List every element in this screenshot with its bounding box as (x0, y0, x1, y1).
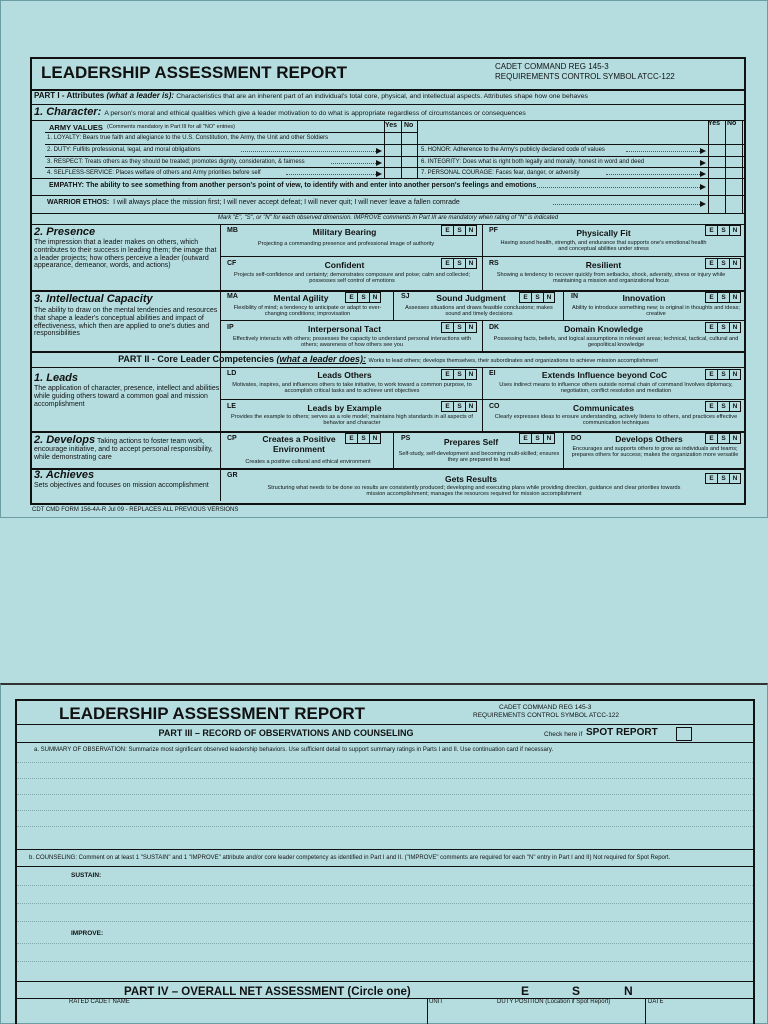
esn-domain-knowledge[interactable] (705, 322, 741, 333)
regulation-label: CADET COMMAND REG 145-3 (495, 62, 609, 71)
intellectual-capacity-title: 3. Intellectual Capacity (34, 293, 153, 305)
no-header-left: No (404, 122, 414, 129)
desc-domain-knowledge: Possessing facts, beliefs, and logical assumptions in relevant areas; technical, tactical, cultural and geopolitical knowledge (493, 336, 739, 349)
net-rating-n[interactable]: N (624, 984, 633, 998)
code-dk: DK (489, 324, 500, 331)
code-ps: PS (401, 435, 411, 442)
desc-leads-by-example: Provides the example to others; serves as a role model; maintains high standards in all aspects of behavior and character (231, 414, 473, 427)
army-values-label: ARMY VALUES (49, 123, 103, 132)
part2-title: PART II - Core Leader Competencies (118, 354, 274, 364)
rating-e[interactable]: E (345, 292, 357, 303)
rating-n[interactable]: N (729, 322, 741, 333)
esn-extends-influence[interactable] (705, 369, 741, 380)
rating-n[interactable]: N (369, 433, 381, 444)
rating-n[interactable]: N (465, 369, 477, 380)
spot-report-checkbox[interactable] (676, 727, 692, 741)
value-duty: 2. DUTY: Fulfills professional, legal, and moral obligations (47, 147, 201, 153)
esn-physically-fit[interactable] (705, 225, 741, 236)
rating-e[interactable]: E (345, 433, 357, 444)
rating-n[interactable]: N (465, 225, 477, 236)
code-ma: MA (227, 293, 238, 300)
part3-heading: PART III – RECORD OF OBSERVATIONS AND COUNSELING (158, 728, 414, 738)
develops-description: Taking actions to foster team work, encourage initiative, and to accept personal responsibility, while demonstrating care (34, 438, 213, 462)
dim-creates-positive-environment: Creates a Positive Environment (262, 434, 336, 454)
code-cf: CF (227, 260, 237, 267)
value-integrity: 6. INTEGRITY: Does what is right both legally and morally; honest in word and deed (421, 159, 645, 165)
code-sj: SJ (401, 293, 410, 300)
esn-military-bearing[interactable] (441, 225, 477, 236)
character-description: A person's moral and ethical qualities which give a leader motivation to do what is appropriate regardless of circumstances or consequences (104, 110, 526, 117)
desc-develops-others: Encourages and supports others to grow as individuals and teams; prepares others for success; makes the organization more versatile (571, 446, 739, 459)
dim-resilient: Resilient (585, 260, 622, 270)
rating-n[interactable]: N (465, 322, 477, 333)
rating-s[interactable]: S (717, 473, 729, 484)
part4-heading: PART IV – OVERALL NET ASSESSMENT (Circle one) (124, 986, 411, 998)
form-page-2 (0, 683, 768, 1024)
rating-s[interactable]: S (453, 258, 465, 269)
dim-sound-judgment: Sound Judgment (436, 293, 506, 303)
rating-e[interactable]: E (705, 292, 717, 303)
rating-n[interactable]: N (729, 433, 741, 444)
dim-leads-by-example: Leads by Example (307, 403, 382, 413)
date-label: DATE (648, 999, 664, 1005)
army-values-note: (Comments mandatory in Part III for all "NO" entries) (107, 124, 235, 130)
dim-develops-others: Develops Others (615, 434, 683, 444)
rating-s[interactable]: S (357, 433, 369, 444)
part1-heading (34, 92, 588, 100)
esn-confident[interactable] (441, 258, 477, 269)
check-here-label: Check here if (544, 731, 583, 738)
warrior-ethos-label: WARRIOR ETHOS: (47, 199, 110, 206)
rating-e[interactable]: E (519, 433, 531, 444)
intellectual-capacity-description: The ability to draw on the mental tendencies and resources that shape a leader's conceptual abilities and impact of effectiveness, which then are applied to one's duties and responsibilities (34, 307, 218, 338)
rating-s[interactable]: S (717, 401, 729, 412)
rating-e[interactable]: E (705, 225, 717, 236)
dim-physically-fit: Physically Fit (576, 228, 631, 238)
desc-prepares-self: Self-study, self-development and becoming multi-skilled; ensures they are prepared to lead (398, 451, 560, 464)
dim-gets-results: Gets Results (445, 474, 497, 484)
value-respect: 3. RESPECT: Treats others as they should be treated; promotes dignity, consideration, & fairness (47, 159, 305, 165)
rating-s[interactable]: S (453, 369, 465, 380)
rating-s[interactable]: S (453, 322, 465, 333)
improve-label: IMPROVE: (71, 930, 104, 937)
esn-leads-others[interactable] (441, 369, 477, 380)
part2-heading (32, 355, 744, 365)
unit-label: UNIT (429, 999, 443, 1005)
code-ip: IP (227, 324, 234, 331)
rating-e[interactable]: E (705, 322, 717, 333)
rating-s[interactable]: S (717, 225, 729, 236)
rating-n[interactable]: N (729, 258, 741, 269)
esn-develops-others[interactable] (705, 433, 741, 444)
rating-e[interactable]: E (441, 258, 453, 269)
desc-resilient: Showing a tendency to recover quickly from setbacks, shock, adversity, stress or injury while maintaining a mission and organizational focus (496, 272, 726, 285)
esn-prepares-self[interactable] (519, 433, 555, 444)
desc-communicates: Clearly expresses ideas to ensure understanding, actively listens to others, and practices effective communication techniques (494, 414, 738, 427)
rating-n[interactable]: N (729, 369, 741, 380)
rating-s[interactable]: S (717, 433, 729, 444)
rating-e[interactable]: E (441, 369, 453, 380)
dim-military-bearing: Military Bearing (312, 227, 377, 237)
desc-extends-influence: Uses indirect means to influence others outside normal chain of command Involves diplomacy, negotiation, conflict resolution and mediation (499, 382, 733, 395)
esn-communicates[interactable] (705, 401, 741, 412)
desc-gets-results: Structuring what needs to be done so results are consistently produced; developing and executing plans while providing direction, guidance and clear priorities towards mission accomplishment; manages the resources required for mission accomplishment (267, 485, 681, 498)
code-do: DO (571, 435, 582, 442)
rating-n[interactable]: N (465, 401, 477, 412)
achieves-description: Sets objectives and focuses on mission accomplishment (34, 482, 209, 489)
sustain-label: SUSTAIN: (71, 872, 102, 879)
rating-s[interactable]: S (357, 292, 369, 303)
rating-n[interactable]: N (543, 292, 555, 303)
esn-resilient[interactable] (705, 258, 741, 269)
yes-header-right: Yes (708, 120, 721, 127)
value-loyalty: 1. LOYALTY: Bears true faith and allegiance to the U.S. Constitution, the Army, the Unit and other Soldiers (47, 135, 329, 141)
desc-creates-positive-environment: Creates a positive cultural and ethical environment (245, 459, 371, 465)
rating-n[interactable]: N (369, 292, 381, 303)
value-personal-courage: 7. PERSONAL COURAGE: Faces fear, danger, or adversity (421, 170, 580, 176)
esn-sound-judgment[interactable] (519, 292, 555, 303)
spot-report-label: SPOT REPORT (586, 727, 658, 738)
rating-e[interactable]: E (705, 473, 717, 484)
code-gr: GR (227, 472, 238, 479)
presence-title: 2. Presence (34, 226, 96, 238)
part1-subtitle: (what a leader is): (106, 91, 175, 100)
rated-cadet-name-label: RATED CADET NAME (69, 999, 130, 1005)
rating-n[interactable]: N (729, 473, 741, 484)
desc-confident: Projects self-confidence and certainty; demonstrates composure and poise; calm and collected; possesses self control of emotions (234, 272, 470, 285)
marking-instruction: Mark "E", "S", or "N" for each observed dimension. IMPROVE comments in Part III are mandatory when rating of "N" is indicated (217, 215, 559, 221)
page2-regulation: CADET COMMAND REG 145-3 (499, 704, 592, 711)
desc-interpersonal-tact: Effectively interacts with others; possesses the capacity to understand personal interactions with others; awareness of how others see you (232, 336, 472, 349)
desc-mental-agility: Flexibility of mind; a tendency to anticipate or adapt to ever-changing conditions; improvisation (233, 305, 382, 318)
character-heading (34, 107, 526, 119)
rating-e[interactable]: E (705, 433, 717, 444)
dim-extends-influence: Extends Influence beyond CoC (541, 370, 668, 380)
code-ld: LD (227, 370, 237, 377)
counseling-instruction: b. COUNSELING: Comment on at least 1 "SUSTAIN" and 1 "IMPROVE" attribute and/or core leader competency as identified in Part I and II. ("IMPROVE" comments are required for each "N" entry in Part I and II) Not required for Spot Report. (29, 855, 671, 861)
code-cp: CP (227, 435, 237, 442)
desc-sound-judgment: Assesses situations and draws feasible conclusions; makes sound and timely decisions (405, 305, 553, 318)
leads-description: The application of character, presence, intellect and abilities while guiding others toward a common goal and mission accomplishment (34, 385, 220, 408)
form-footer: CDT CMD FORM 156-4A-R Jul 09 - REPLACES ALL PREVIOUS VERSIONS (32, 507, 239, 513)
rating-s[interactable]: S (717, 258, 729, 269)
net-rating-s[interactable]: S (572, 984, 581, 998)
no-header-right: No (727, 120, 737, 127)
rating-e[interactable]: E (441, 225, 453, 236)
empathy-text: EMPATHY: The ability to see something from another person's point of view, to identify with and enter into another person's feelings and emotions (49, 182, 537, 189)
part2-subtitle: (what a leader does): (276, 354, 367, 364)
desc-leads-others: Motivates, inspires, and influences others to take initiative, to work toward a common purpose, to accomplish critical tasks and to achieve unit objectives (232, 382, 472, 395)
esn-mental-agility[interactable] (345, 292, 381, 303)
dim-leads-others: Leads Others (317, 370, 372, 380)
value-selfless-service: 4. SELFLESS-SERVICE: Places welfare of others and Army priorities before self (47, 170, 261, 176)
rating-s[interactable]: S (531, 292, 543, 303)
yes-header-left: Yes (385, 122, 398, 129)
rating-n[interactable]: N (729, 292, 741, 303)
form-title: LEADERSHIP ASSESSMENT REPORT (41, 63, 348, 82)
warrior-ethos-text: I will always place the mission first; I will never accept defeat; I will never quit; I will never leave a fallen comrade (113, 199, 460, 206)
rating-e[interactable]: E (441, 401, 453, 412)
duty-position-label: DUTY POSITION (Location if Spot Report) (497, 999, 611, 1005)
dim-prepares-self: Prepares Self (443, 437, 499, 447)
esn-creates-positive-environment[interactable] (345, 433, 381, 444)
achieves-title: 3. Achieves (34, 469, 95, 481)
rating-e[interactable]: E (519, 292, 531, 303)
code-mb: MB (227, 227, 238, 234)
dim-communicates: Communicates (573, 403, 634, 413)
dim-interpersonal-tact: Interpersonal Tact (307, 324, 382, 334)
code-le: LE (227, 403, 236, 410)
dim-innovation: Innovation (622, 293, 666, 303)
code-pf: PF (489, 227, 498, 234)
rating-e[interactable]: E (705, 401, 717, 412)
rating-s[interactable]: S (717, 322, 729, 333)
esn-leads-by-example[interactable] (441, 401, 477, 412)
page2-title: LEADERSHIP ASSESSMENT REPORT (59, 704, 366, 723)
develops-title: 2. Develops (34, 434, 96, 446)
code-in: IN (571, 293, 578, 300)
dim-confident: Confident (324, 260, 365, 270)
rating-n[interactable]: N (729, 225, 741, 236)
rating-s[interactable]: S (717, 369, 729, 380)
rating-s[interactable]: S (717, 292, 729, 303)
desc-physically-fit: Having sound health, strength, and endurance that supports one's emotional health and conceptual abilities under stress (500, 240, 707, 253)
part1-title: PART I - Attributes (34, 91, 105, 100)
leads-title: 1. Leads (34, 372, 79, 384)
presence-description: The impression that a leader makes on others, which contributes to their success in leading them; the image that a leader projects; how others perceive a leader (outward appearance, demeanor, words, and actions) (34, 239, 217, 270)
code-rs: RS (489, 260, 499, 267)
rating-e[interactable]: E (705, 258, 717, 269)
esn-gets-results[interactable] (705, 473, 741, 484)
rating-e[interactable]: E (441, 322, 453, 333)
control-symbol-label: REQUIREMENTS CONTROL SYMBOL ATCC-122 (495, 72, 675, 81)
rating-s[interactable]: S (453, 401, 465, 412)
desc-military-bearing: Projecting a commanding presence and professional image of authority (257, 241, 435, 247)
rating-n[interactable]: N (465, 258, 477, 269)
part1-description: Characteristics that are an inherent part of an individual's total core, physical, and intellectual aspects. Attributes shape how one behaves (176, 93, 588, 100)
rating-n[interactable]: N (543, 433, 555, 444)
code-ei: EI (489, 370, 496, 377)
dim-mental-agility: Mental Agility (273, 293, 329, 303)
develops-block (34, 434, 220, 462)
net-rating-e[interactable]: E (521, 984, 530, 998)
summary-instruction: a. SUMMARY OF OBSERVATION: Summarize most significant observed leadership behaviors. Use sufficient detail to support summary ratings in Parts I and II. Use continuation card if necessary. (34, 747, 554, 753)
warrior-ethos (47, 199, 460, 206)
page2-control-symbol: REQUIREMENTS CONTROL SYMBOL ATCC-122 (473, 712, 620, 719)
character-title: 1. Character: (34, 106, 102, 118)
rating-n[interactable]: N (729, 401, 741, 412)
rating-s[interactable]: S (453, 225, 465, 236)
dim-domain-knowledge: Domain Knowledge (564, 324, 643, 334)
esn-interpersonal-tact[interactable] (441, 322, 477, 333)
rating-s[interactable]: S (531, 433, 543, 444)
code-co: CO (489, 403, 500, 410)
esn-innovation[interactable] (705, 292, 741, 303)
value-honor: 5. HONOR: Adherence to the Army's publicly declared code of values (421, 147, 605, 153)
part2-description: Works to lead others; develops themselves, their subordinates and organizations to achieve mission accomplishment (368, 358, 658, 364)
desc-innovation: Ability to introduce something new; is original in thoughts and ideas; creative (572, 305, 740, 318)
rating-e[interactable]: E (705, 369, 717, 380)
